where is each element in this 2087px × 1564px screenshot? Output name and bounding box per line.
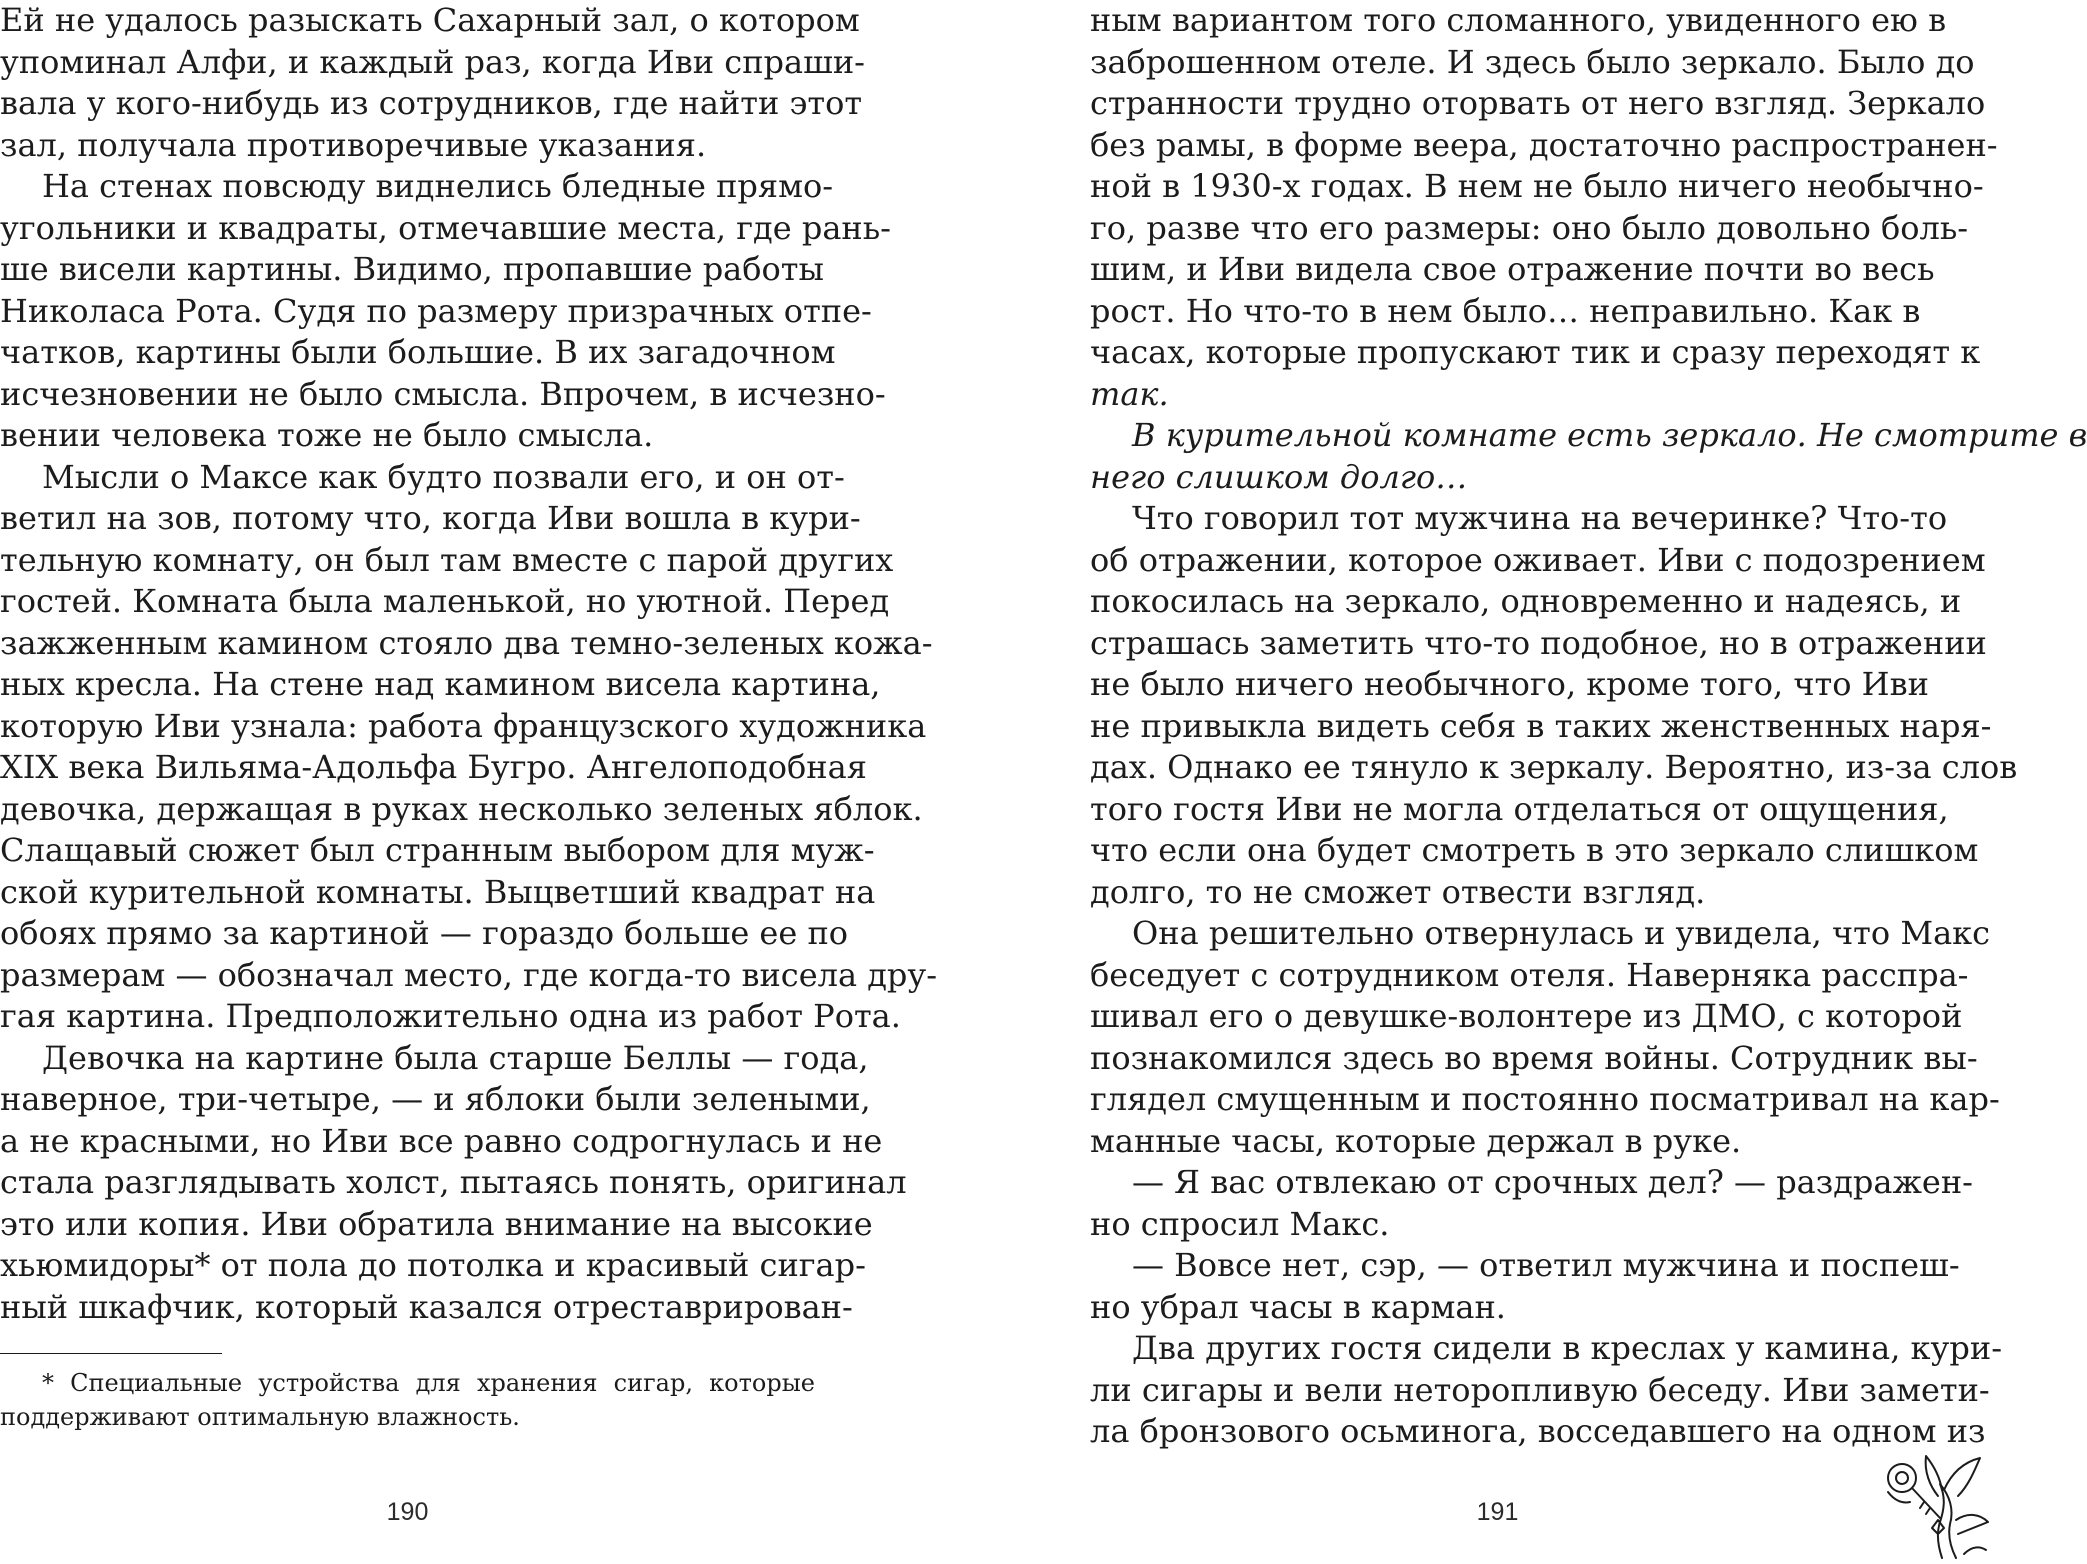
text-line: покосилась на зеркало, одновременно и надеясь, и bbox=[1090, 582, 1962, 620]
text-line: упоминал Алфи, и каждый раз, когда Иви спраши- bbox=[0, 42, 865, 81]
text-line: — Я вас отвлекаю от срочных дел? — раздражен- bbox=[1132, 1163, 1973, 1201]
text-line: Два других гостя сидели в креслах у камина, кури- bbox=[1132, 1329, 2002, 1367]
footnote bbox=[0, 1366, 815, 1434]
text-line: стала разглядывать холст, пытаясь понять, оригинал bbox=[0, 1163, 907, 1201]
text-line: познакомился здесь во время войны. Сотрудник вы- bbox=[1090, 1038, 1978, 1077]
text-line: него слишком долго… bbox=[1090, 457, 1468, 496]
text-line: ше висели картины. Видимо, пропавшие работы bbox=[0, 250, 824, 288]
text-line: не привыкла видеть себя в таких женственных наря- bbox=[1090, 706, 1992, 745]
right-page bbox=[1090, 0, 2087, 1564]
left-page bbox=[0, 0, 938, 1564]
text-line: Слащавый сюжет был странным выбором для муж- bbox=[0, 831, 875, 869]
text-line: ной в 1930-х годах. В нем не было ничего необычно- bbox=[1090, 167, 1984, 205]
footnote-divider bbox=[0, 1353, 222, 1354]
text-line: го, разве что его размеры: оно было довольно боль- bbox=[1090, 208, 1969, 247]
text-line: так. bbox=[1090, 374, 1169, 413]
text-line: Она решительно отвернулась и увидела, что Макс bbox=[1132, 914, 1991, 952]
text-line: ла бронзового осьминога, восседавшего на одном из bbox=[1090, 1412, 1986, 1450]
text-line: наверное, три-четыре, — и яблоки были зелеными, bbox=[0, 1080, 871, 1118]
text-line: угольники и квадраты, отмечавшие места, где рань- bbox=[0, 208, 891, 247]
text-line: Что говорил тот мужчина на вечеринке? Что-то bbox=[1132, 499, 1948, 537]
text-line: вала у кого-нибудь из сотрудников, где найти этот bbox=[0, 84, 863, 122]
text-line: часах, которые пропускают тик и сразу переходят к bbox=[1090, 333, 1981, 371]
text-line: не было ничего необычного, кроме того, что Иви bbox=[1090, 665, 1929, 703]
text-line: а не красными, но Иви все равно содрогнулась и не bbox=[0, 1121, 883, 1160]
text-line: того гостя Иви не могла отделаться от ощущения, bbox=[1090, 789, 1949, 828]
text-line: обоях прямо за картиной — гораздо больше ее по bbox=[0, 914, 849, 952]
text-line: которую Иви узнала: работа французского художника bbox=[0, 706, 927, 745]
text-line: об отражении, которое оживает. Иви с подозрением bbox=[1090, 540, 1986, 579]
text-line: зажженным камином стояло два темно-зеленых кожа- bbox=[0, 623, 933, 662]
text-line: XIX века Вильяма-Адольфа Бугро. Ангелоподобная bbox=[0, 748, 867, 786]
left-page-body-text bbox=[0, 0, 938, 1328]
footnote-line: поддерживают оптимальную влажность. bbox=[0, 1403, 520, 1431]
text-line: девочка, держащая в руках несколько зеленых яблок. bbox=[0, 789, 923, 828]
page-number-left: 190 bbox=[386, 1498, 429, 1526]
text-line: зал, получала противоречивые указания. bbox=[0, 125, 707, 164]
text-line: что если она будет смотреть в это зеркало слишком bbox=[1090, 831, 1979, 869]
text-line: чатков, картины были большие. В их загадочном bbox=[0, 333, 836, 371]
text-line: тельную комнату, он был там вместе с парой других bbox=[0, 540, 894, 579]
text-line: хьюмидоры* от пола до потолка и красивый сигар- bbox=[0, 1246, 866, 1284]
text-line: это или копия. Иви обратила внимание на высокие bbox=[0, 1204, 873, 1243]
text-line: размерам — обозначал место, где когда-то висела дру- bbox=[0, 955, 938, 994]
text-line: заброшенном отеле. И здесь было зеркало. Было до bbox=[1090, 42, 1975, 81]
text-line: гая картина. Предположительно одна из работ Рота. bbox=[0, 997, 901, 1035]
text-line: дах. Однако ее тянуло к зеркалу. Вероятно, из-за слов bbox=[1090, 748, 2018, 786]
text-line: Мысли о Максе как будто позвали его, и он от- bbox=[42, 457, 845, 496]
text-line: странности трудно оторвать от него взгляд. Зеркало bbox=[1090, 84, 1986, 122]
text-line: гостей. Комната была маленькой, но уютной. Перед bbox=[0, 582, 890, 620]
text-line: Ей не удалось разыскать Сахарный зал, о котором bbox=[0, 1, 860, 39]
text-line: ный шкафчик, который казался отреставрирован- bbox=[0, 1287, 853, 1326]
text-line: ветил на зов, потому что, когда Иви вошла в кури- bbox=[0, 499, 861, 537]
text-line: рост. Но что-то в нем было… неправильно. Как в bbox=[1090, 291, 1921, 330]
text-line: ным вариантом того сломанного, увиденного ею в bbox=[1090, 1, 1947, 39]
text-line: ли сигары и вели неторопливую беседу. Иви замети- bbox=[1090, 1370, 1990, 1409]
text-line: — Вовсе нет, сэр, — ответил мужчина и поспеш- bbox=[1132, 1246, 1960, 1284]
right-page-body-text bbox=[1090, 0, 2087, 1453]
text-line: ных кресла. На стене над камином висела картина, bbox=[0, 665, 881, 703]
text-line: но убрал часы в карман. bbox=[1090, 1287, 1506, 1326]
text-line: исчезновении не было смысла. Впрочем, в исчезно- bbox=[0, 374, 886, 413]
footnote-line: * Специальные устройства для хранения сигар, которые bbox=[42, 1369, 815, 1397]
text-line: На стенах повсюду виднелись бледные прямо- bbox=[42, 167, 834, 205]
text-line: манные часы, которые держал в руке. bbox=[1090, 1121, 1742, 1160]
text-line: вении человека тоже не было смысла. bbox=[0, 416, 654, 454]
text-line: глядел смущенным и постоянно посматривал на кар- bbox=[1090, 1080, 2000, 1118]
text-line: шивал его о девушке-волонтере из ДМО, с которой bbox=[1090, 997, 1963, 1035]
text-line: В курительной комнате есть зеркало. Не смотрите в bbox=[1132, 416, 2087, 454]
text-line: Николаса Рота. Судя по размеру призрачных отпе- bbox=[0, 291, 872, 330]
text-line: ской курительной комнаты. Выцветший квадрат на bbox=[0, 872, 876, 911]
text-line: шим, и Иви видела свое отражение почти во весь bbox=[1090, 250, 1935, 288]
text-line: Девочка на картине была старше Беллы — года, bbox=[42, 1038, 869, 1077]
text-line: но спросил Макс. bbox=[1090, 1204, 1390, 1243]
text-line: долго, то не сможет отвести взгляд. bbox=[1090, 872, 1706, 911]
text-line: беседует с сотрудником отеля. Наверняка расспра- bbox=[1090, 955, 1969, 994]
text-line: без рамы, в форме веера, достаточно распространен- bbox=[1090, 125, 1998, 164]
key-lily-ornament-icon bbox=[1880, 1450, 1992, 1562]
text-line: страшась заметить что-то подобное, но в отражении bbox=[1090, 623, 1987, 662]
page-number-right: 191 bbox=[1476, 1498, 1519, 1526]
